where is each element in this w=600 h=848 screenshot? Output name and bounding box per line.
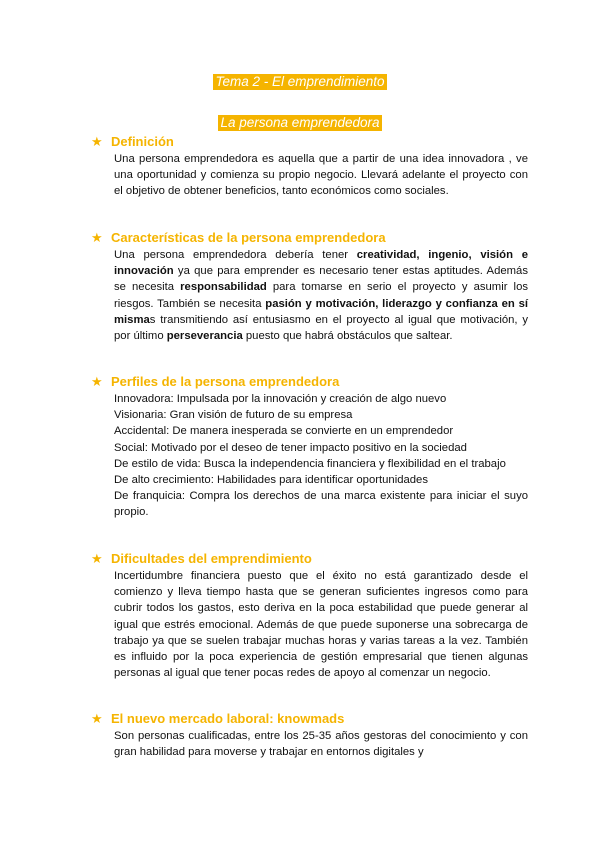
bold-run: creatividad, ingenio, visión e innovación <box>114 249 528 278</box>
profile-line: De estilo de vida: Busca la independencia financiera y flexibilidad en el trabajo <box>114 457 506 470</box>
section-caracteristicas <box>91 230 528 344</box>
document-subtitle-row <box>0 114 600 132</box>
profile-line: Accidental: De manera inesperada se convierte en un emprendedor <box>114 425 454 438</box>
section-heading-text: El nuevo mercado laboral: knowmads <box>111 711 345 726</box>
bold-run: responsabilidad <box>180 281 267 294</box>
section-heading <box>91 134 528 150</box>
section-heading-text: Dificultades del emprendimiento <box>111 551 312 566</box>
document-title-row <box>0 73 600 91</box>
section-body: Una persona emprendedora es aquella que a partir de una idea innovadora , ve una oportunidad y comienza su propio negocio. Llevará adelante el proyecto con el objetivo de obtener beneficios, tanto económicos como sociales. <box>114 153 528 198</box>
profile-line: De franquicia: Compra los derechos de una marca existente para iniciar el suyo propio. <box>114 490 528 519</box>
profile-line: Visionaria: Gran visión de futuro de su empresa <box>114 409 353 422</box>
section-dificultades <box>91 551 528 681</box>
section-heading <box>91 551 528 567</box>
section-body <box>114 247 528 344</box>
text-run: puesto que habrá obstáculos que saltear. <box>242 330 453 343</box>
section-heading-text: Perfiles de la persona emprendedora <box>111 374 340 389</box>
bold-run: perseverancia <box>166 330 243 343</box>
section-body: Incertidumbre financiera puesto que el éxito no está garantizado desde el comienzo y lleva tiempo hasta que se generan suficientes ingresos como para cubrir todos los gastos, esto deriva en la poca estabilidad que puede generar al igual que estrés emocional. Además de que puede suponerse una sobrecarga de trabajo ya que se suelen trabajar muchas horas y varias tareas a la vez. También es influido por la poca experiencia de gestión empresarial que tienen algunas personas al igual que tener pocas redes de apoyo al comenzar un negocio. <box>114 570 528 680</box>
section-perfiles <box>91 374 528 521</box>
section-heading <box>91 374 528 390</box>
star-icon: ★ <box>91 230 103 245</box>
section-definicion <box>91 134 528 200</box>
profile-line: Innovadora: Impulsada por la innovación y creación de algo nuevo <box>114 393 447 405</box>
profile-line: Social: Motivado por el deseo de tener impacto positivo en la sociedad <box>114 441 467 454</box>
section-body <box>114 391 528 521</box>
section-heading <box>91 230 528 246</box>
text-run: para tomarse en serio el proyecto y asumir los riesgos. También se necesita <box>114 281 528 310</box>
document-subtitle: La persona emprendedora <box>220 115 380 130</box>
section-body: Son personas cualificadas, entre los 25-35 años gestoras del conocimiento y con gran habilidad para moverse y trabajar en entornos digitales y <box>114 730 528 759</box>
section-heading-text: Definición <box>111 134 174 149</box>
document-title: Tema 2 - El emprendimiento <box>215 74 385 89</box>
section-knowmads <box>91 711 528 760</box>
star-icon: ★ <box>91 134 103 149</box>
text-run: ya que para emprender es necesario tener estas aptitudes. Además se necesita <box>114 265 528 294</box>
text-run: Una persona emprendedora debería tener <box>114 249 357 261</box>
star-icon: ★ <box>91 374 103 389</box>
section-heading-text: Características de la persona emprendedora <box>111 230 386 245</box>
bold-run: pasión y motivación, liderazgo y confianza en sí misma <box>114 297 528 326</box>
star-icon: ★ <box>91 551 103 566</box>
text-run: s transmitiendo así entusiasmo en el proyecto al igual que motivación, y por último <box>114 313 528 343</box>
star-icon: ★ <box>91 711 103 726</box>
profile-line: De alto crecimiento: Habilidades para identificar oportunidades <box>114 474 428 487</box>
section-heading <box>91 711 528 727</box>
